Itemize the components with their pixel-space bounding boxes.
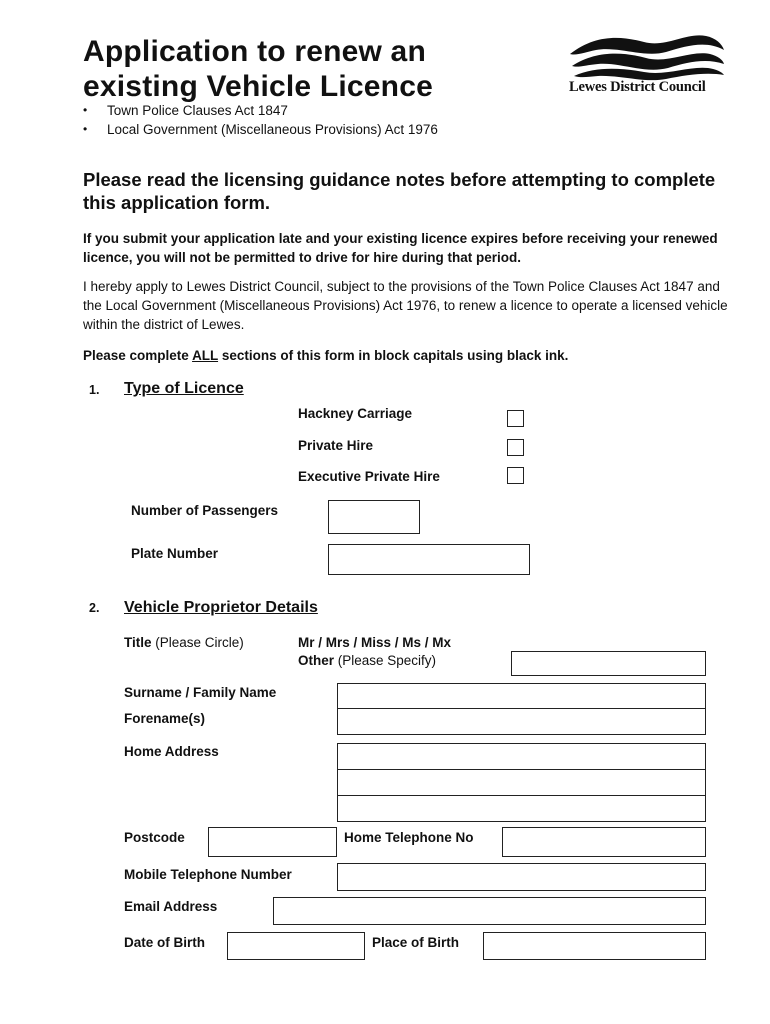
act-item: Local Government (Miscellaneous Provisions) Act 1976	[107, 122, 438, 137]
private-hire-checkbox[interactable]	[507, 439, 524, 456]
home-phone-label: Home Telephone No	[344, 830, 474, 845]
executive-private-hire-checkbox[interactable]	[507, 467, 524, 484]
other-label-text: Other	[298, 653, 335, 668]
address-line-1-field[interactable]	[337, 743, 706, 770]
section-2-number: 2.	[89, 601, 100, 615]
pob-field[interactable]	[483, 932, 706, 960]
email-field[interactable]	[273, 897, 706, 925]
title-line-1: Application to renew an	[83, 35, 426, 68]
email-label: Email Address	[124, 899, 218, 914]
late-warning: If you submit your application late and your existing licence expires before receiving your renewed licence, you will not be permitted to drive for hire during that period.	[83, 231, 718, 265]
dob-label: Date of Birth	[124, 935, 205, 950]
mobile-label: Mobile Telephone Number	[124, 867, 292, 882]
instruction-after: sections of this form in block capitals using black ink.	[218, 348, 569, 363]
address-line-2-field[interactable]	[337, 769, 706, 796]
acts-list	[83, 101, 438, 139]
other-title-field[interactable]	[511, 651, 706, 676]
dob-field[interactable]	[227, 932, 365, 960]
surname-label: Surname / Family Name	[124, 685, 277, 700]
instruction-before: Please complete	[83, 348, 193, 363]
plate-field[interactable]	[328, 544, 530, 575]
bullet-icon: •	[83, 103, 88, 117]
section-1-number: 1.	[89, 383, 100, 397]
title-line-2: existing Vehicle Licence	[83, 70, 433, 103]
title-label	[124, 635, 244, 650]
title-options[interactable]: Mr / Mrs / Miss / Ms / Mx	[298, 635, 452, 650]
list-item	[83, 120, 438, 139]
address-label: Home Address	[124, 744, 219, 759]
option-private-hire-label: Private Hire	[298, 438, 374, 453]
page-title	[83, 34, 523, 104]
hackney-checkbox[interactable]	[507, 410, 524, 427]
instruction-text	[83, 348, 733, 363]
address-line-3-field[interactable]	[337, 795, 706, 822]
declaration-text: I hereby apply to Lewes District Council, subject to the provisions of the Town Police Clauses Act 1847 and the Local Government (Miscellaneous Provisions) Act 1976, to renew a licence to operate a licensed vehicle within the district of Lewes.	[83, 279, 728, 332]
mobile-field[interactable]	[337, 863, 706, 891]
postcode-label: Postcode	[124, 830, 185, 845]
section-1-title: Type of Licence	[124, 380, 244, 397]
act-item: Town Police Clauses Act 1847	[107, 103, 288, 118]
forename-field[interactable]	[337, 708, 706, 735]
title-hint: (Please Circle)	[151, 635, 244, 650]
section-2-title: Vehicle Proprietor Details	[124, 599, 318, 616]
passengers-field[interactable]	[328, 500, 420, 534]
guidance-heading: Please read the licensing guidance notes before attempting to complete this application form.	[83, 169, 716, 213]
logo-text: Lewes District Council	[569, 79, 706, 95]
forename-label: Forename(s)	[124, 711, 206, 726]
option-hackney-label: Hackney Carriage	[298, 406, 413, 421]
instruction-emphasis: ALL	[192, 348, 219, 363]
pob-label: Place of Birth	[372, 935, 460, 950]
passengers-label: Number of Passengers	[131, 503, 279, 518]
surname-field[interactable]	[337, 683, 706, 709]
home-phone-field[interactable]	[502, 827, 706, 857]
postcode-field[interactable]	[208, 827, 337, 857]
option-executive-label: Executive Private Hire	[298, 469, 440, 484]
plate-label: Plate Number	[131, 546, 219, 561]
bullet-icon: •	[83, 122, 88, 136]
other-title-label	[298, 653, 436, 668]
list-item	[83, 101, 438, 120]
other-hint: (Please Specify)	[334, 653, 437, 668]
title-label-text: Title	[124, 635, 152, 650]
